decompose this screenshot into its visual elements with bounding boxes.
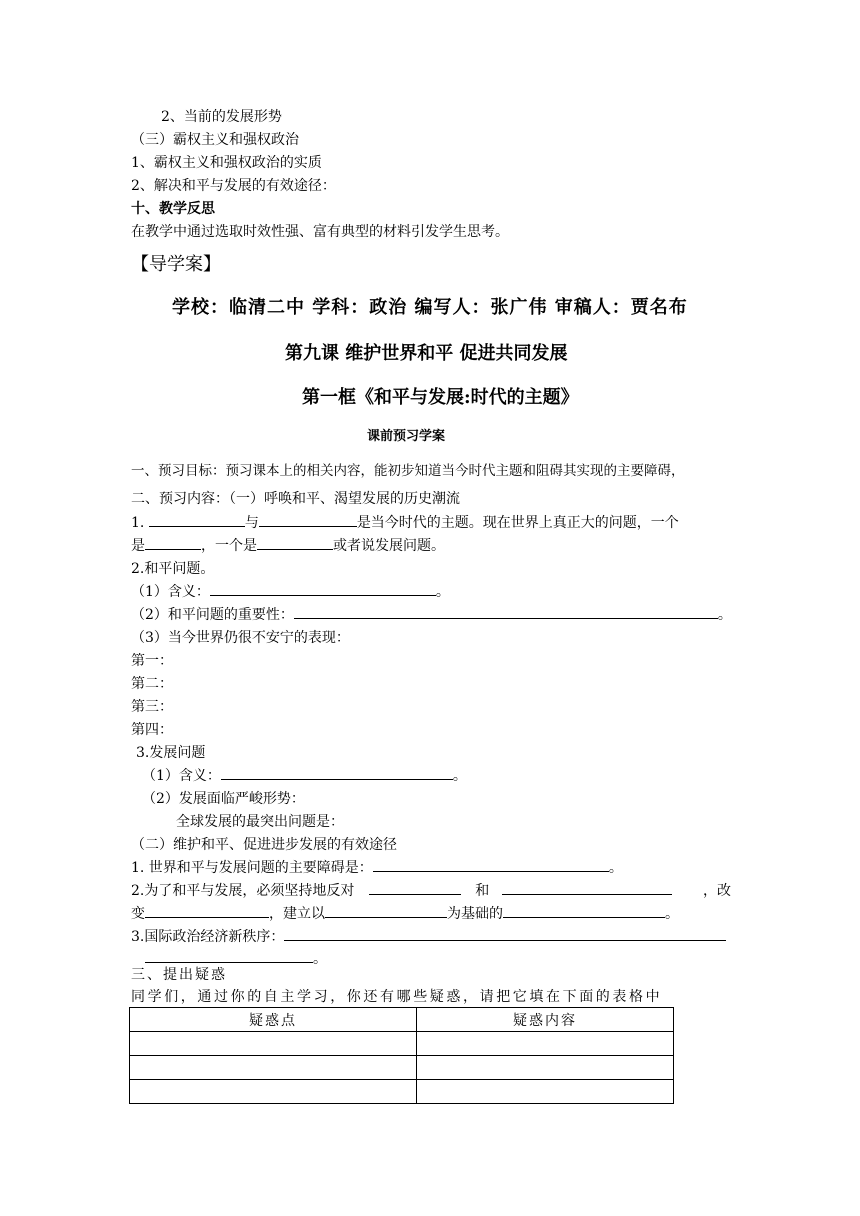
q1-one-is: ，一个是 bbox=[201, 538, 257, 554]
line-effective-approach: 2、解决和平与发展的有效途径： bbox=[131, 178, 336, 194]
table-cell[interactable] bbox=[417, 1032, 674, 1056]
blank-field[interactable] bbox=[325, 905, 447, 918]
line-hegemonism-essence: 1、霸权主义和强权政治的实质 bbox=[131, 155, 322, 171]
oppose-change: ，改 bbox=[703, 883, 731, 899]
blank-field[interactable] bbox=[149, 514, 245, 527]
table-header-row bbox=[130, 1008, 674, 1032]
heading-teaching-reflection: 十、教学反思 bbox=[131, 201, 215, 217]
line-effective-ways: （二）维护和平、促进进步发展的有效途径 bbox=[131, 837, 397, 853]
table-header-doubt-content: 疑惑内容 bbox=[417, 1008, 674, 1032]
table-cell[interactable] bbox=[417, 1056, 674, 1080]
blank-field[interactable] bbox=[294, 606, 718, 619]
header-frame-title: 第一框《和平与发展:时代的主题》 bbox=[302, 387, 579, 408]
period: 。 bbox=[313, 951, 327, 967]
line-peace-issue: 2.和平问题。 bbox=[131, 561, 215, 577]
period: 。 bbox=[608, 860, 623, 876]
change-label: 变 bbox=[131, 906, 145, 922]
table-cell[interactable] bbox=[130, 1032, 417, 1056]
q1-and: 与 bbox=[244, 515, 259, 531]
line-third: 第三： bbox=[131, 699, 173, 715]
establish-text: ，建立以 bbox=[269, 906, 325, 922]
line-new-order bbox=[131, 928, 726, 946]
period: 。 bbox=[452, 768, 467, 784]
blank-field[interactable] bbox=[221, 767, 453, 780]
table-cell[interactable] bbox=[417, 1080, 674, 1104]
oppose-and: 和 bbox=[475, 883, 490, 899]
q1-tail: 或者说发展问题。 bbox=[333, 538, 445, 554]
line-preview-content: 二、预习内容：（一）呼唤和平、渴望发展的历史潮流 bbox=[131, 491, 460, 507]
blank-field[interactable] bbox=[503, 905, 665, 918]
period: 。 bbox=[435, 584, 450, 600]
q1-is: 是 bbox=[131, 538, 145, 554]
period: 。 bbox=[717, 607, 732, 623]
heading-raise-doubts: 三、提出疑惑 bbox=[131, 967, 227, 983]
basis-text: 为基础的 bbox=[447, 906, 503, 922]
line-peace-meaning bbox=[131, 583, 450, 601]
peace-importance-label: （2）和平问题的重要性： bbox=[131, 607, 294, 623]
line-development-trend: 2、当前的发展形势 bbox=[161, 109, 282, 125]
line-unrest-manifest: （3）当今世界仍很不安宁的表现： bbox=[131, 630, 350, 646]
blank-field[interactable] bbox=[373, 859, 609, 872]
line-doubts-instruction: 同学们，通过你的自主学习，你还有哪些疑惑，请把它填在下面的表格中 bbox=[131, 989, 663, 1005]
dev-meaning-label: （1）含义： bbox=[142, 768, 221, 784]
blank-field[interactable] bbox=[259, 514, 357, 527]
blank-field[interactable] bbox=[210, 583, 436, 596]
line-peace-importance bbox=[131, 606, 732, 624]
line-establish bbox=[131, 905, 679, 923]
line-question-1-cont bbox=[131, 537, 445, 555]
q1-number: 1. bbox=[131, 515, 145, 531]
table-header-doubt-point: 疑惑点 bbox=[130, 1008, 417, 1032]
blank-field[interactable] bbox=[502, 882, 672, 895]
table-row bbox=[130, 1056, 674, 1080]
table-row bbox=[130, 1032, 674, 1056]
header-plan-title: 课前预习学案 bbox=[367, 429, 446, 444]
line-reflection-text: 在教学中通过选取时效性强、富有典型的材料引发学生思考。 bbox=[131, 224, 509, 240]
line-development-situation: （2）发展面临严峻形势： bbox=[142, 791, 305, 807]
line-oppose bbox=[131, 882, 731, 900]
line-global-issue: 全球发展的最突出问题是： bbox=[176, 814, 344, 830]
line-second: 第二： bbox=[131, 676, 173, 692]
line-main-obstacle bbox=[131, 859, 623, 877]
oppose-text: 2.为了和平与发展，必须坚持地反对 bbox=[131, 883, 355, 899]
peace-meaning-label: （1）含义： bbox=[131, 584, 210, 600]
q1-text: 是当今时代的主题。现在世界上真正大的问题，一个 bbox=[356, 515, 679, 531]
period: 。 bbox=[665, 906, 679, 922]
blank-field[interactable] bbox=[284, 928, 726, 941]
header-school-line: 学校：临清二中 学科：政治 编写人：张广伟 审稿人：贾名布 bbox=[172, 297, 688, 318]
new-order-label: 3.国际政治经济新秩序： bbox=[131, 929, 285, 945]
line-question-1 bbox=[131, 514, 679, 532]
line-development-meaning bbox=[142, 767, 467, 785]
blank-field[interactable] bbox=[257, 537, 333, 550]
table-cell[interactable] bbox=[130, 1080, 417, 1104]
line-development-issue: 3.发展问题 bbox=[136, 745, 206, 761]
blank-field[interactable] bbox=[369, 882, 461, 895]
table-cell[interactable] bbox=[130, 1056, 417, 1080]
doubts-table bbox=[129, 1007, 674, 1104]
line-first: 第一： bbox=[131, 653, 173, 669]
blank-field[interactable] bbox=[145, 537, 201, 550]
section-label-guide: 【导学案】 bbox=[131, 254, 221, 275]
table-row bbox=[130, 1080, 674, 1104]
line-fourth: 第四： bbox=[131, 722, 173, 738]
blank-field[interactable] bbox=[145, 905, 269, 918]
line-preview-goal: 一、预习目标：预习课本上的相关内容，能初步知道当今时代主题和阻碍其实现的主要障碍， bbox=[131, 463, 685, 479]
line-hegemonism-heading: （三）霸权主义和强权政治 bbox=[131, 132, 299, 148]
obstacle-label: 1. 世界和平与发展问题的主要障碍是： bbox=[131, 860, 373, 876]
blank-field[interactable] bbox=[145, 950, 313, 963]
header-lesson-title: 第九课 维护世界和平 促进共同发展 bbox=[285, 343, 568, 364]
